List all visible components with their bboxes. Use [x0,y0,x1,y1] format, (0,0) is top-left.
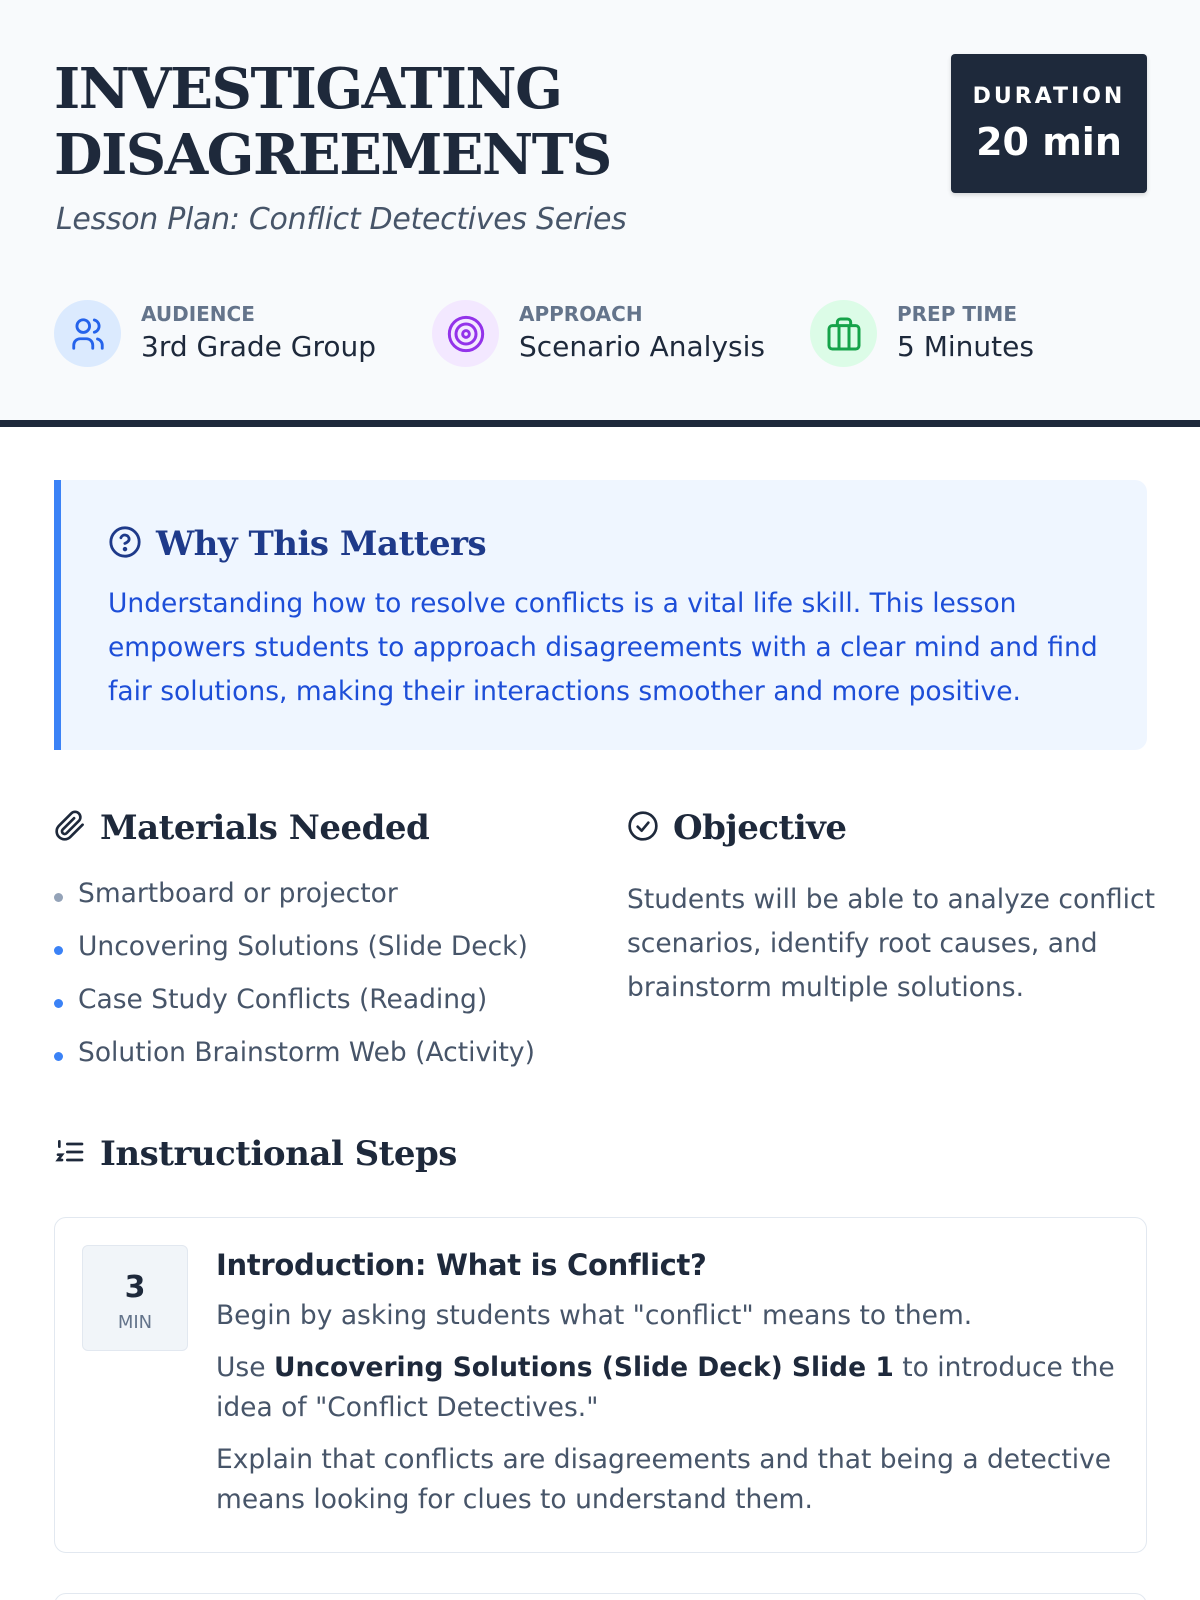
step-card [54,1593,1147,1600]
list-item: Uncovering Solutions (Slide Deck) [54,931,535,984]
materials-list [54,878,535,1090]
duration-value: 20 min [976,120,1122,164]
list-ordered-icon [54,1136,86,1173]
step-duration-box [82,1245,188,1351]
step-minutes: 3 [124,1270,146,1305]
why-heading-row [108,524,486,564]
materials-heading: Materials Needed [100,808,430,848]
why-text: Understanding how to resolve conflicts is a vital life skill. This lesson empowers students to approach disagreements with a clear mind and find fair solutions, making their interactions smoother and more positive. [108,588,1098,707]
meta-label: PREP TIME [897,302,1017,326]
objective-text: Students will be able to analyze conflict scenarios, identify root causes, and brainstorm multiple solutions. [627,884,1156,1003]
meta-value: 5 Minutes [897,330,1034,363]
briefcase-icon [810,300,877,367]
step-paragraph: Explain that conflicts are disagreements and that being a detective means looking for clues to understand them. [216,1444,1112,1515]
lesson-header [0,0,1200,427]
why-heading: Why This Matters [156,524,487,564]
meta-value: Scenario Analysis [519,330,765,363]
objective-heading-row [627,808,847,848]
why-this-matters-callout [54,480,1147,750]
objective-heading: Objective [673,808,847,848]
step-minutes-unit: MIN [117,1312,153,1333]
meta-value: 3rd Grade Group [141,330,377,363]
check-circle-icon [627,810,659,847]
step-title: Introduction: What is Conflict? [216,1248,707,1282]
list-item: Case Study Conflicts (Reading) [54,984,535,1037]
users-icon [54,300,121,367]
step-body [216,1248,1116,1532]
list-item: Solution Brainstorm Web (Activity) [54,1037,535,1090]
meta-label: AUDIENCE [141,302,255,326]
step-paragraph: Begin by asking students what "conflict" means to them. [216,1300,973,1331]
duration-badge [951,54,1147,193]
page-title: INVESTIGATING DISAGREEMENTS [54,56,611,188]
step-text: to introduce the idea of "Conflict Detectives." [216,1352,1115,1423]
target-icon [432,300,499,367]
duration-label: DURATION [972,84,1126,109]
steps-heading: Instructional Steps [100,1134,457,1174]
step-text: Use [216,1352,274,1383]
step-resource-ref: Uncovering Solutions (Slide Deck) Slide 1 [273,1352,894,1383]
help-circle-icon [108,525,142,564]
step-card [54,1217,1147,1553]
list-item: Smartboard or projector [54,878,535,931]
materials-heading-row [54,808,429,848]
meta-label: APPROACH [519,302,643,326]
step-paragraph [216,1348,1116,1428]
steps-heading-row [54,1134,457,1174]
page-subtitle: Lesson Plan: Conflict Detectives Series [56,202,627,237]
paperclip-icon [54,810,86,847]
